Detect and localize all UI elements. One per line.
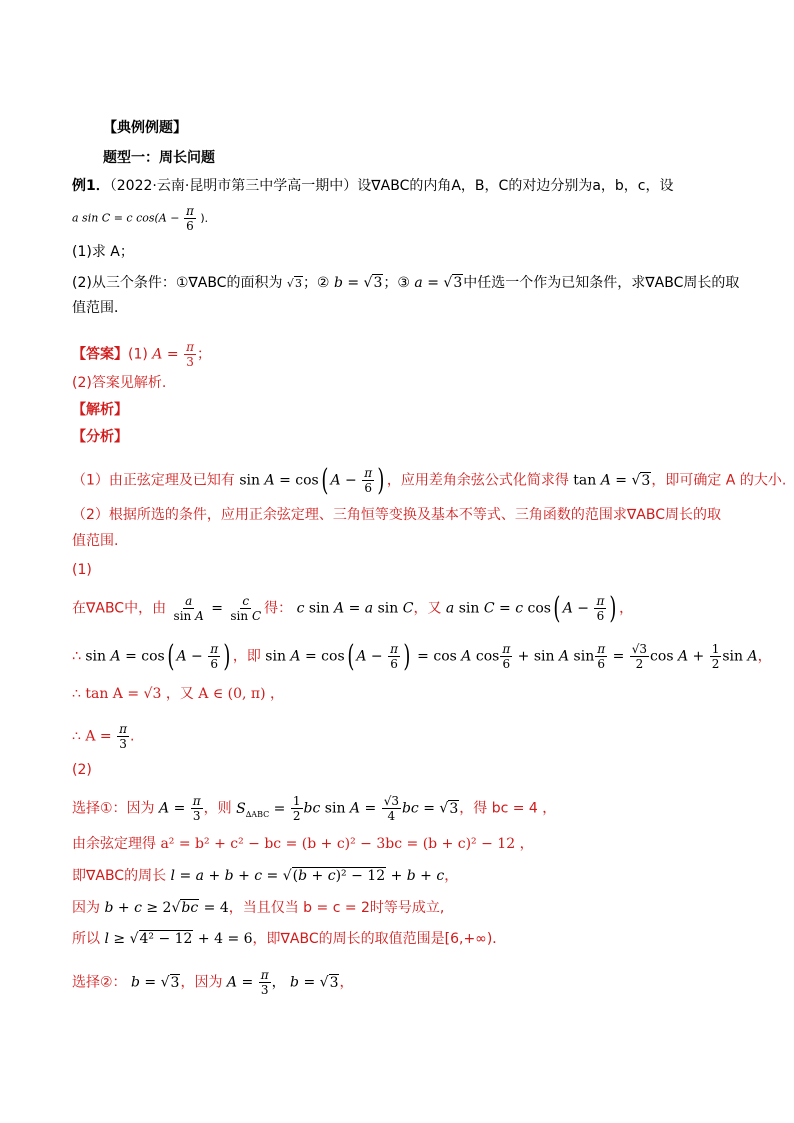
condition-fraction: $\frac{\pi}{6}$: [185, 204, 194, 233]
condition-lhs: a sin C = c cos(A −: [72, 211, 180, 225]
example-label: 例1．: [72, 178, 110, 194]
fenxi-label: 【分析】: [72, 429, 128, 445]
solution-1-line-3: ∴ tan A = √3 ，又 A ∈ (0, π) ，: [72, 686, 285, 702]
answer-label: 【答案】: [72, 346, 128, 363]
question-2-line-2: 值范围．: [72, 300, 128, 316]
answer-part-2: (2)答案见解析.: [72, 375, 167, 391]
solution-1-label: (1): [72, 562, 92, 578]
example-source: （2022·云南·昆明市第三中学高一期中）: [109, 178, 358, 194]
example-condition: [72, 204, 216, 233]
section-heading: 【典例例题】: [103, 120, 187, 136]
jiexi-label: 【解析】: [72, 402, 128, 418]
solution-2-line-3: 即∇ABC的周长 l = a + b + c = √(b + c)² − 12 + b + c，: [72, 868, 459, 884]
solution-2-label: (2): [72, 762, 92, 778]
option-b: b: [333, 275, 343, 291]
example-text: 设∇ABC的内角A，B，C的对边分别为a，b，c，设: [357, 178, 674, 194]
condition-tail: )．: [200, 211, 216, 225]
option-a: a: [414, 275, 423, 291]
solution-1-line-1: 在∇ABC中，由 $\frac{a}{\text{sin A}}$ = $\frac{c}{\text{sin C}}$ 得： c sin A = a sin C，又 a sin C = c cos( A − $\frac{\pi}{6}$ ) ，: [72, 590, 634, 626]
solution-1-line-4: ∴ A = $\frac{\pi}{3}$ .: [72, 722, 135, 751]
analysis-2-line-2: 值范围.: [72, 533, 119, 549]
analysis-2-line-1: （2）根据所选的条件，应用正余弦定理、三角恒等变换及基本不等式、三角函数的范围求∇ABC周长的取: [72, 507, 721, 523]
question-1: (1)求 A；: [72, 244, 134, 260]
solution-2-line-5: 所以 l ≥ √4² − 12 + 4 = 6，即∇ABC的周长的取值范围是[6,+∞)．: [72, 931, 507, 947]
analysis-1: （1）由正弦定理及已知有 sin A = cos( A − $\frac{\pi}{6}$ ) ，应用差角余弦公式化简求得 tan A = √3，即可确定 A 的大小.: [72, 462, 787, 498]
solution-2-line-4: 因为 b + c ≥ 2√bc = 4，当且仅当 b = c = 2时等号成立,: [72, 900, 445, 916]
solution-2-line-2: 由余弦定理得 a² = b² + c² − bc = (b + c)² − 3bc = (b + c)² − 12 ，: [72, 836, 534, 852]
subheading: 题型一：周长问题: [103, 150, 215, 166]
answer-fraction: $\frac{\pi}{3}$: [186, 340, 194, 369]
solution-2-line-6: 选择②： b = √3，因为 A = $\frac{\pi}{3}$ ， b = √3，: [72, 968, 354, 997]
answer-line: 【答案】(1) A = $\frac{\pi}{3}$ ；: [72, 340, 211, 369]
question-2-line-1: (2)从三个条件：①∇ABC的面积为 √3；② b = √3；③ a = √3中任选一个作为已知条件，求∇ABC周长的取: [72, 275, 740, 291]
solution-2-line-1: 选择①：因为 A = $\frac{\pi}{3}$ ，则 $S_{\Delta ABC}$ = $\frac{1}{2}$ bc sin A = $\frac{√3}{4}$ bc = √3，得 bc = 4 ，: [72, 794, 557, 823]
solution-1-line-2: ∴ sin A = cos( A − $\frac{\pi}{6}$ ) ，即 sin A = cos( A − $\frac{\pi}{6}$ ) = cos A cos $\frac{\pi}{6}$ + sin A sin $\frac{\pi}{6}$ = $\frac{√3}{2}$ cos A + $\frac{1}{2}$ sin A，: [72, 638, 772, 674]
example-line-1: [72, 176, 673, 196]
sqrt3-option: √3: [286, 277, 302, 290]
